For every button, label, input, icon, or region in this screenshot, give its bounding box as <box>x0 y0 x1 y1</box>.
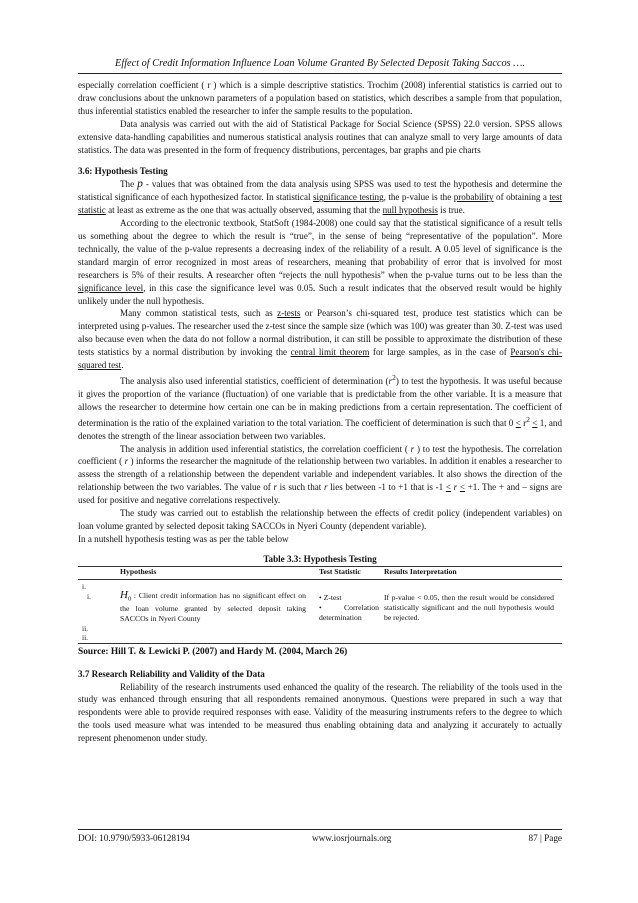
hypothesis-table <box>78 566 562 644</box>
correlation-paragraph <box>78 443 562 508</box>
subscript: 0 <box>127 595 132 603</box>
link-test-statistic[interactable]: test statistic <box>78 192 563 216</box>
text-run: The <box>120 179 138 190</box>
intro-paragraph-2: Data analysis was carried out with the aid of Statistical Package for Social Science (SPSS) 22.0 version. SPSS allows extensive data-handling capabilities and numerous statistical analysis routines that can analyze small to very large amounts of data statistics. The data was presented in the form of frequency distributions, percentages, bar graphs and pie charts <box>78 118 562 155</box>
ztest-paragraph <box>78 307 562 372</box>
link-significance-testing[interactable]: significance testing <box>312 192 384 203</box>
link-central-limit-theorem[interactable]: central limit theorem <box>290 347 370 358</box>
header-test-statistic: Test Statistic <box>319 566 361 576</box>
r-symbol: r <box>388 375 393 386</box>
header-results-interpretation: Results Interpretation <box>384 566 457 576</box>
test-name: Z-test <box>323 592 342 602</box>
link-z-tests[interactable]: z-tests <box>277 308 301 319</box>
text-run: , in this case the significance level was 0.05. Such a result indicates that the observed result would be highly unlikely under the null hypothesis. <box>78 282 562 306</box>
section-heading-3-6: 3.6: Hypothesis Testing <box>78 166 168 177</box>
test-name: Correlation determination <box>319 602 379 622</box>
text-run: . <box>121 360 124 371</box>
hypothesis-cell <box>120 590 306 625</box>
link-significance-level[interactable]: significance level <box>78 282 144 293</box>
text-run: The analysis in addition used inferential statistics, the correlation coefficient ( <box>120 443 411 454</box>
text-run: ) to test the hypothesis. The correlation coefficient ( <box>78 443 562 467</box>
link-probability[interactable]: probability <box>453 192 494 203</box>
p-symbol: p <box>137 178 143 191</box>
h-symbol: H <box>120 588 128 601</box>
text-run: at least as extreme as the one that was actually observed, assuming that the <box>105 205 383 216</box>
intro-paragraph-1: especially correlation coefficient ( r ) which is a simple descriptive statistics. Trochim (2008) inferential statistics is carried out to draw conclusions about the unknown parameters of a population based on statistics, which describes a sample from that population, thus inferential statistics enabled the researcher to infer the sample results to the population. <box>78 80 562 116</box>
r-symbol: r <box>323 482 328 493</box>
text-run: of obtaining a <box>493 192 550 203</box>
footer-rule <box>78 829 562 830</box>
statsoft-paragraph <box>78 217 562 307</box>
text-run: - values that was obtained from the data analysis using SPSS was used to test the hypothesis and determine the statistical significance of each hypothesized factor. In statistical <box>78 179 562 203</box>
nutshell-paragraph: In a nutshell hypothesis testing was as per the table below <box>78 533 289 544</box>
text-run: According to the electronic textbook, StatSoft (1984-2008) one could say that the statistical significance of a result tells us something about the degree to which the result is “true”, in the sense of being “representative of the population”. More technically, the value of the p-value represents a decreasing index of the reliability of a result. A 0.05 level of significance is the standard margin of error recognized in most areas of researchers, meaning that probability of error that is involved for most researchers is 5% of their results. A researcher often “rejects the null hypothesis” when the p-value turns out to be less than the <box>78 218 562 280</box>
header-hypothesis: Hypothesis <box>120 566 157 576</box>
r-symbol: r <box>410 443 415 454</box>
table-bottom-rule <box>78 643 562 644</box>
text-run: ) informs the researcher the magnitude of the relationship between two variables. In addition it enables a researcher to assess the strength of a relationship between the dependent variable and independent variables. It also shows the direction of the relationship between the two variables. The value of <box>78 456 562 493</box>
running-title: Effect of Credit Information Influence Loan Volume Granted By Selected Deposit Taking Saccos …. <box>115 58 525 69</box>
pvalue-paragraph <box>78 178 562 217</box>
row-label: i. <box>87 591 91 601</box>
text-run: is such that <box>277 482 324 493</box>
text-run: or Pearson’s chi-squared test, produce test statistics which can be interpreted using p-values. The researcher used the z-test since the sample size (which was 100) was greater than 30. Z-test was used also because even when the data do not follow a normal distribution, it can still be possible to approximate the distribution of these tests statistics by a normal distribution by invoking the <box>78 308 562 358</box>
table-header-rule <box>78 579 562 580</box>
text-run: Many common statistical tests, such as <box>120 308 278 319</box>
link-pearsons-chi-squared-test[interactable]: Pearson's chi-squared test <box>78 347 562 371</box>
row-label: ii. <box>82 632 89 642</box>
footer-doi: DOI: 10.9790/5933-06128194 <box>78 833 190 843</box>
superscript: 2 <box>526 414 530 424</box>
test-item: • Correlation determination <box>319 602 379 622</box>
superscript: 2 <box>392 372 396 382</box>
journal-page <box>78 0 562 903</box>
test-item: • Z-test <box>319 592 342 602</box>
le-symbol: < <box>515 417 521 428</box>
text-run: The analysis also used inferential statistics, coefficient of determination ( <box>120 375 389 386</box>
interpretation-cell: If p-value < 0.05, then the result would be considered statistically significant and the null hypothesis would be rejected. <box>384 592 554 622</box>
footer-website[interactable]: www.iosrjournals.org <box>312 833 392 843</box>
row-label: i. <box>82 581 86 591</box>
r-symbol: r <box>273 482 278 493</box>
text-run: lies between -1 to +1 that is -1 <box>327 482 446 493</box>
reliability-paragraph: Reliability of the research instruments used enhanced the quality of the research. The reliability of the tools used in the study was enhanced through ensuring that all respondents remained anonymous. Questions were prepared in such a way that respondents were able to provide required responses with ease. Validity of the measuring instruments refers to the degree to which the tools used measure what was intended to be measured thus enabling obtaining data and analyzing it accurately to actually represent phenomenon under study. <box>78 681 562 744</box>
text-run: for large samples, as in the case of <box>369 347 511 358</box>
row-label: ii. <box>82 623 89 633</box>
le-symbol: < <box>445 482 451 493</box>
hypothesis-text: : Client credit information has no significant effect on the loan volume granted by selected deposit taking SACCOs in Nyeri County <box>120 590 306 624</box>
table-source: Source: Hill T. & Lewicki P. (2007) and Hardy M. (2004, March 26) <box>78 646 348 657</box>
body-text <box>78 79 562 745</box>
text-run: r <box>520 417 527 428</box>
footer-page-number: 87 | Page <box>528 833 562 843</box>
text-run: 1, and denotes the strength of the linear association between two variables. <box>78 417 563 441</box>
text-run: , the p-value is the <box>383 192 454 203</box>
r-symbol: r <box>124 456 129 467</box>
table-title: Table 3.3: Hypothesis Testing <box>263 553 377 564</box>
text-run: is true. <box>437 205 465 216</box>
test-statistic-cell <box>319 593 379 623</box>
header-rule <box>78 73 562 74</box>
le-symbol: < <box>459 482 465 493</box>
determination-paragraph <box>78 372 562 443</box>
study-paragraph: The study was carried out to establish the relationship between the effects of credit policy (independent variables) on loan volume granted by selected deposit taking SACCOs in Nyeri County (dependent variable). <box>78 508 562 531</box>
text-run: +1. The + and – signs are used for positive and negative correlations respectively. <box>78 482 562 506</box>
le-symbol: < <box>532 417 538 428</box>
section-heading-3-7: 3.7 Research Reliability and Validity of the Data <box>78 668 265 679</box>
r-symbol: r <box>453 482 458 493</box>
link-null-hypothesis[interactable]: null hypothesis <box>382 205 438 216</box>
text-run: ) to test the hypothesis. It was useful because it gives the proportion of the variance (fluctuation) of one variable that is predictable from the other variable. It is a measure that allows the researcher to determine how certain one can be in making predictions from a certain representation. The coefficient of determination is the ratio of the explained variation to the total variation. The coefficient of determination is such that 0 <box>78 375 562 428</box>
